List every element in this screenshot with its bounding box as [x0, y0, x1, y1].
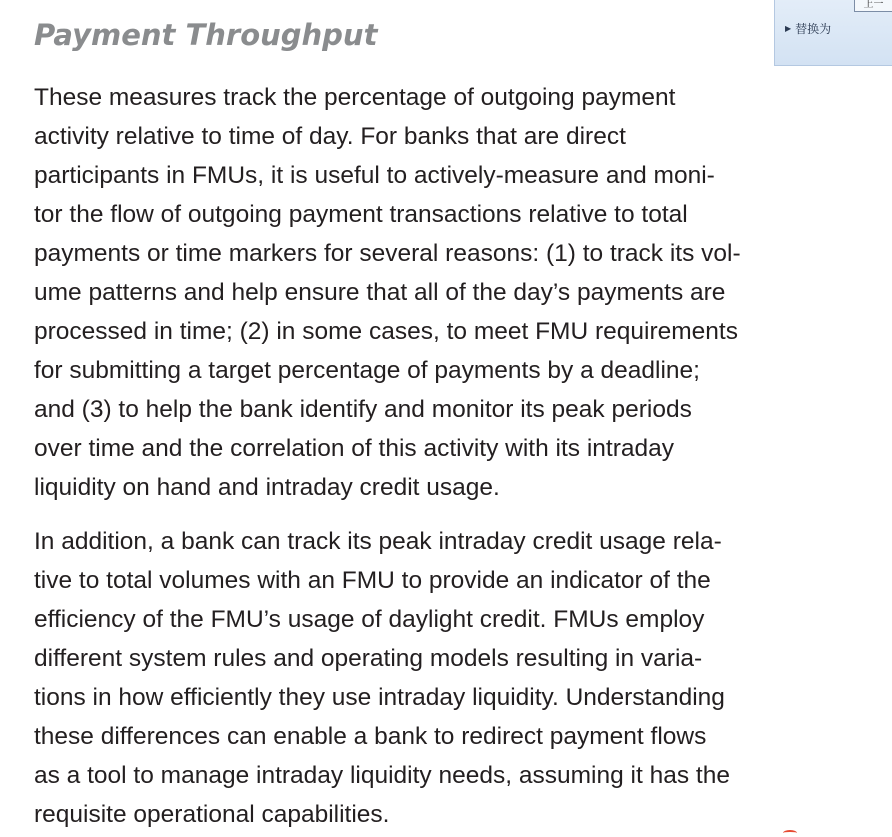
text-line: liquidity on hand and intraday credit usage.	[34, 474, 500, 501]
panel-corner-tab[interactable]: 上一	[854, 0, 892, 12]
text-line: ume patterns and help ensure that all of the day’s payments are	[34, 279, 726, 306]
text-line: different system rules and operating models resulting in varia-	[34, 645, 703, 672]
replace-with-label: 替换为	[795, 22, 832, 36]
text-line: payments or time markers for several reasons: (1) to track its vol-	[34, 240, 741, 267]
text-line: In addition, a bank can track its peak intraday credit usage rela-	[34, 528, 722, 555]
text-line: these differences can enable a bank to redirect payment flows	[34, 723, 707, 750]
paragraph-1	[34, 78, 834, 507]
text-line: participants in FMUs, it is useful to actively-measure and moni-	[34, 162, 715, 189]
triangle-right-icon: ▶	[785, 24, 792, 33]
find-replace-panel	[774, 0, 892, 66]
text-line: tor the flow of outgoing payment transactions relative to total	[34, 201, 688, 228]
text-line: and (3) to help the bank identify and monitor its peak periods	[34, 396, 692, 423]
text-line: processed in time; (2) in some cases, to meet FMU requirements	[34, 318, 738, 345]
text-line: tive to total volumes with an FMU to provide an indicator of the	[34, 567, 711, 594]
paragraph-2	[34, 522, 834, 834]
text-line: requisite operational capabilities.	[34, 801, 390, 828]
text-line: activity relative to time of day. For banks that are direct	[34, 123, 626, 150]
text-line: efficiency of the FMU’s usage of daylight credit. FMUs employ	[34, 606, 705, 633]
text-line: for submitting a target percentage of payments by a deadline;	[34, 357, 700, 384]
text-line: tions in how efficiently they use intraday liquidity. Understanding	[34, 684, 725, 711]
text-line: These measures track the percentage of outgoing payment	[34, 84, 676, 111]
section-heading: Payment Throughput	[34, 18, 378, 52]
annotation-mark	[783, 830, 797, 836]
replace-with-toggle[interactable]	[785, 20, 831, 37]
text-line: over time and the correlation of this activity with its intraday	[34, 435, 675, 462]
text-line: as a tool to manage intraday liquidity needs, assuming it has the	[34, 762, 730, 789]
